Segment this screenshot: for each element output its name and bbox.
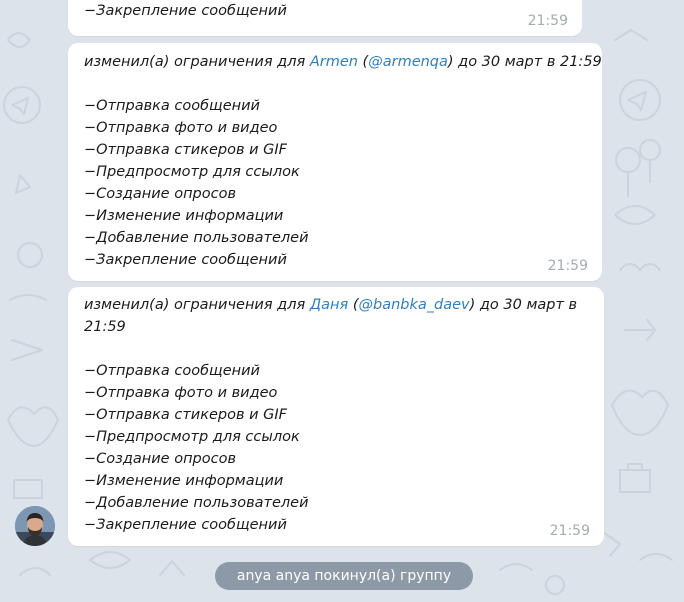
header-prefix: изменил(а) ограничения для (84, 54, 310, 70)
username-link[interactable]: @banbka_daev (358, 297, 470, 313)
header-prefix: изменил(а) ограничения для (84, 297, 310, 313)
restriction-item: −Создание опросов (84, 451, 237, 467)
restriction-item: −Отправка стикеров и GIF (84, 407, 288, 423)
restriction-item: −Предпросмотр для ссылок (84, 164, 300, 180)
message-time: 21:59 (527, 13, 568, 29)
restriction-item: −Закрепление сообщений (84, 252, 287, 268)
header-suffix: ) до 30 март в 21:59 (447, 54, 602, 70)
message-bubble[interactable] (68, 0, 582, 36)
restriction-item: −Добавление пользователей (84, 495, 309, 511)
user-avatar-icon[interactable] (15, 506, 55, 546)
restriction-item: −Предпросмотр для ссылок (84, 429, 300, 445)
header-open: ( (357, 54, 369, 70)
user-name-link[interactable]: Armen (309, 54, 358, 70)
service-message: anya anya покинул(а) группу (215, 562, 473, 590)
restriction-item: −Отправка сообщений (84, 98, 260, 114)
message-header (84, 294, 588, 316)
restriction-item: −Изменение информации (84, 473, 284, 489)
user-name-link[interactable]: Даня (309, 297, 349, 313)
message-time: 21:59 (549, 523, 590, 539)
header-open: ( (348, 297, 359, 313)
message-time: 21:59 (547, 258, 588, 274)
restriction-item: −Отправка фото и видео (84, 385, 278, 401)
message-header-wrap: 21:59 (84, 319, 126, 335)
message-line: −Закрепление сообщений (84, 3, 287, 19)
message-bubble[interactable] (68, 43, 602, 281)
restriction-item: −Отправка сообщений (84, 363, 260, 379)
username-link[interactable]: @armenqa (368, 54, 448, 70)
restriction-item: −Добавление пользователей (84, 230, 309, 246)
message-bubble[interactable] (68, 287, 604, 546)
restriction-item: −Закрепление сообщений (84, 517, 287, 533)
restriction-item: −Отправка фото и видео (84, 120, 278, 136)
message-header (84, 51, 602, 73)
restriction-item: −Отправка стикеров и GIF (84, 142, 288, 158)
restriction-item: −Создание опросов (84, 186, 237, 202)
header-suffix: ) до 30 март в (469, 297, 578, 313)
restriction-item: −Изменение информации (84, 208, 284, 224)
